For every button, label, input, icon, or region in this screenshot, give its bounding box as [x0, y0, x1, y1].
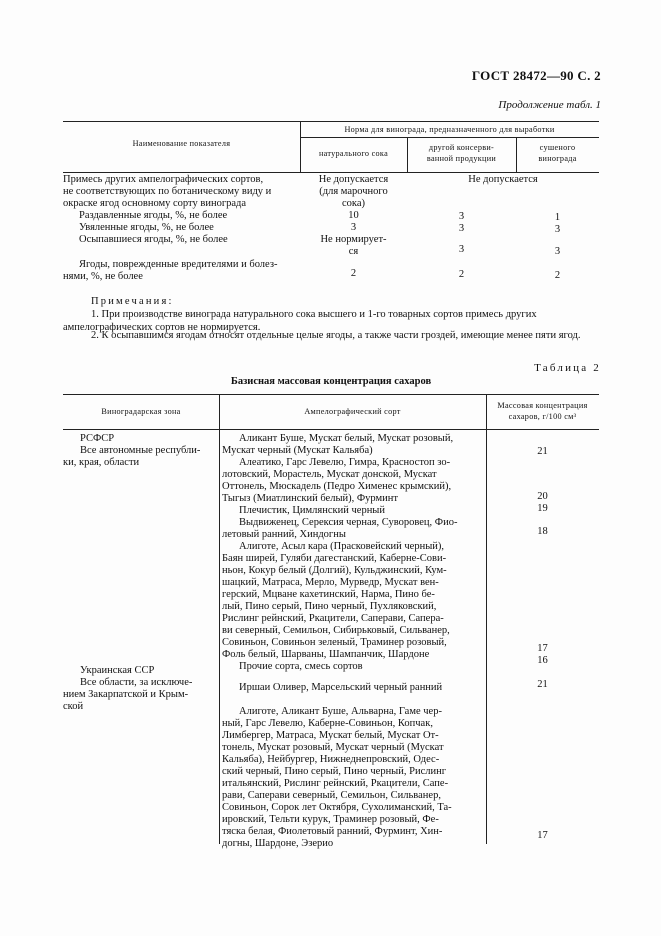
concentration-group-4: 18: [537, 526, 548, 537]
col-header-norm: Норма для винограда, предназначенного для выработки: [344, 125, 555, 134]
row-admixture-value-23: Не допускается: [468, 174, 538, 185]
variety-group-8-l10: ировский, Тельти курук, Траминер розовый, Фе-: [222, 814, 439, 825]
col-header-dried-l1: сушеного: [539, 143, 576, 152]
col-header-dried-l2: винограда: [538, 154, 577, 163]
zone-ukraine: Украинская ССР: [80, 665, 155, 676]
variety-group-4-l1: Выдвиженец, Серексия черная, Суворовец, Фио-: [239, 517, 458, 528]
variety-group-8-l7: итальянский, Рислинг рейнский, Ркацители, Сапе-: [222, 778, 449, 789]
concentration-group-2: 20: [537, 491, 548, 502]
row-fallen-value-3: 3: [554, 246, 561, 257]
row-fallen-value-1: Не нормирует-: [320, 234, 387, 245]
col-header-canned-l1: другой консерви-: [428, 143, 495, 152]
variety-group-5-l3: ньон, Кокур белый (Долгий), Кульджинский, Кум-: [222, 565, 447, 576]
variety-group-8-l8: рави, Саперави северный, Семильон, Сильванер,: [222, 790, 441, 801]
variety-group-5-l7: Рислинг рейнский, Ркацители, Саперави, Сапера-: [222, 613, 444, 624]
variety-group-8-l9: Совиньон, Сорок лет Октября, Сухолиманский, Та-: [222, 802, 452, 813]
col-header-natural-juice: натурального сока: [318, 149, 389, 158]
concentration-group-1: 21: [537, 446, 548, 457]
variety-group-8-l4: тонель, Мускат розовый, Мускат черный (Мускат: [222, 742, 444, 753]
zone-ukraine-sub-l3: ской: [63, 701, 84, 712]
zone-rsfsr: РСФСР: [80, 433, 115, 444]
gost-page-header: ГОСТ 28472—90 С. 2: [471, 68, 601, 83]
variety-group-5-l6: лый, Пино серый, Пино черный, Пухляковский,: [222, 601, 437, 612]
row-withered-value-3: 3: [554, 224, 561, 235]
row-admixture-l2: не соответствующих по ботаническому виду и: [63, 186, 272, 197]
concentration-group-5: 17: [537, 643, 548, 654]
variety-group-5-l4: шацкий, Матраса, Мерло, Мурведр, Мускат вен-: [222, 577, 439, 588]
variety-group-8-l1: Алиготе, Аликант Буше, Альварна, Гаме чер-: [239, 706, 442, 717]
variety-group-1-l1: Аликант Буше, Мускат белый, Мускат розовый,: [239, 433, 454, 444]
concentration-group-3: 19: [537, 503, 548, 514]
variety-group-5-l8: ви северный, Семильон, Сибирьковый, Сильванер,: [222, 625, 450, 636]
row-admixture-l3: окраске ягод основному сорту винограда: [63, 198, 247, 209]
variety-group-2-l4: Тыгыз (Миатлинский белый), Фурминт: [222, 493, 398, 504]
row-withered-berries: Увяленные ягоды, %, не более: [79, 222, 214, 233]
variety-group-2-l3: Оттонель, Мюскадель (Педро Хименес крымский),: [222, 481, 452, 492]
row-admixture-value-1-l3: сока): [341, 198, 365, 209]
row-crushed-value-1: 10: [348, 210, 359, 221]
zone-ukraine-sub-l2: нием Закарпатской и Крым-: [63, 689, 189, 700]
table-continuation-label: Продолжение табл. 1: [498, 99, 601, 111]
row-crushed-value-2: 3: [458, 211, 465, 222]
zone-rsfsr-sub-l1: Все автономные республи-: [80, 445, 201, 456]
variety-group-5-l1: Алиготе, Асыл кара (Прасковейский черный),: [239, 541, 445, 552]
note-1: 1. При производстве винограда натурального сока высшего и 1-го товарных сортов примесь других ампелографических сортов не нормируется.: [63, 309, 537, 333]
row-admixture-value-1: Не допускается: [318, 174, 389, 185]
concentration-group-6: 16: [537, 655, 548, 666]
col-header-concentration-l1: Массовая концентрация: [497, 401, 588, 410]
concentration-group-7: 21: [537, 679, 548, 690]
col-header-zone: Виноградарская зона: [101, 407, 181, 416]
concentration-group-8: 17: [537, 830, 548, 841]
variety-group-3: Плечистик, Цимлянский черный: [239, 505, 385, 516]
row-crushed-value-3: 1: [554, 212, 561, 223]
col-header-variety: Ампелографический сорт: [304, 407, 401, 416]
variety-group-4-l2: летовый ранний, Хиндогны: [222, 529, 346, 540]
row-admixture-l1: Примесь других ампелографических сортов,: [63, 174, 264, 185]
variety-group-8-l5: Кальяба), Нейбургер, Нижнеднепровский, Одес-: [222, 754, 440, 765]
row-fallen-value-1-l2: ся: [348, 246, 359, 257]
row-damaged-value-3: 2: [554, 270, 561, 281]
col-header-indicator: Наименование показателя: [132, 139, 231, 148]
row-damaged-berries-l2: нями, %, не более: [63, 271, 143, 282]
variety-group-8-l11: тяска белая, Фиолетовый ранний, Фурминт, Хин-: [222, 826, 443, 837]
note-2: 2. К осыпавшимся ягодам относят отдельные целые ягоды, а также части гроздей, имеющие менее пяти ягод.: [91, 330, 581, 341]
row-crushed-berries: Раздавленные ягоды, %, не более: [79, 210, 228, 221]
zone-rsfsr-sub-l2: ки, края, области: [63, 457, 140, 468]
variety-group-8-l6: ский черный, Пино серый, Пино черный, Рислинг: [222, 766, 447, 777]
variety-group-8-l2: ный, Гарс Левелю, Каберне-Совиньон, Копчак,: [222, 718, 433, 729]
variety-group-1-l2: Мускат черный (Мускат Кальяба): [222, 445, 373, 456]
table-2-title: Базисная массовая концентрация сахаров: [230, 376, 432, 387]
variety-group-5-l10: Фоль белый, Шарваны, Шампанчик, Шардоне: [222, 649, 430, 660]
variety-group-7: Иршаи Оливер, Марсельский черный ранний: [239, 682, 443, 693]
variety-group-2-l1: Алеатико, Гарс Левелю, Гимра, Красностоп зо-: [239, 457, 451, 468]
row-damaged-value-1: 2: [350, 268, 357, 279]
variety-group-5-l2: Баян ширей, Гуляби дагестанский, Каберне-Сови-: [222, 553, 447, 564]
table-2-label: Таблица 2: [534, 362, 601, 374]
row-withered-value-1: 3: [350, 222, 357, 233]
row-admixture-value-1-l2: (для марочного: [319, 186, 388, 197]
variety-group-8-l12: догны, Шардоне, Эзерио: [222, 838, 334, 849]
notes-title: Примечания:: [91, 296, 174, 307]
row-withered-value-2: 3: [458, 223, 465, 234]
row-fallen-value-2: 3: [458, 244, 465, 255]
variety-group-8-l3: Лимбергер, Матраса, Мускат белый, Мускат От-: [222, 730, 439, 741]
variety-group-5-l9: Совиньон, Совиньон зеленый, Траминер розовый,: [222, 637, 447, 648]
variety-group-2-l2: лотовский, Морастель, Мускат донской, Мускат: [222, 469, 437, 480]
row-fallen-berries: Осыпавшиеся ягоды, %, не более: [79, 234, 228, 245]
variety-group-5-l5: герский, Мцване кахетинский, Нарма, Пино бе-: [222, 589, 435, 600]
col-header-canned-l2: ванной продукции: [426, 154, 497, 163]
col-header-concentration-l2: сахаров, г/100 см³: [508, 412, 577, 421]
row-damaged-berries-l1: Ягоды, поврежденные вредителями и болез-: [79, 259, 278, 270]
variety-group-6: Прочие сорта, смесь сортов: [239, 661, 363, 672]
row-damaged-value-2: 2: [458, 269, 465, 280]
zone-ukraine-sub-l1: Все области, за исключе-: [80, 677, 193, 688]
